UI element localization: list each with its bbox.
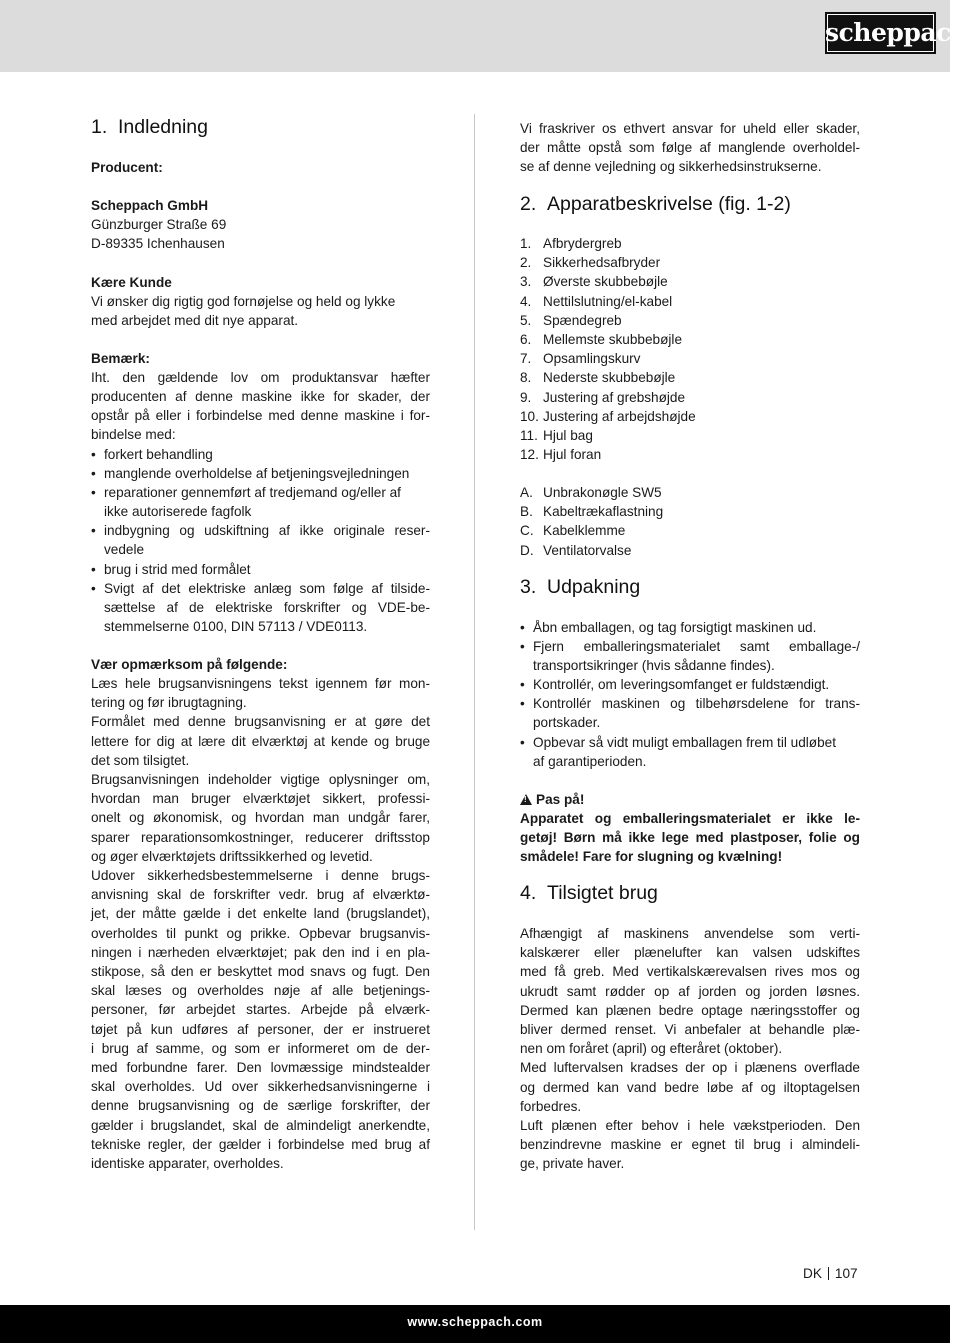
- list-item: af garantiperioden.: [533, 754, 647, 769]
- bullet-dot: •: [91, 581, 96, 596]
- attention-line: Brugsanvisningen indeholder vigtige oplysninger om,: [91, 772, 430, 787]
- list-item-number: C.: [520, 523, 534, 539]
- list-item: manglende overholdelse af betjeningsvejledningen: [104, 466, 410, 481]
- section-3-title: Udpakning: [547, 576, 641, 598]
- bullet-dot: •: [520, 696, 525, 711]
- list-item-number: 4.: [520, 293, 532, 309]
- list-item: stemmelserne 0100, DIN 57113 / VDE0113.: [104, 619, 368, 634]
- warning-line: getøj! Børn må ikke lege med plastposer, folie og: [520, 830, 860, 845]
- bullet-dot: •: [520, 639, 525, 654]
- bullet-dot: •: [91, 466, 96, 481]
- bullet-dot: •: [91, 562, 96, 577]
- disclaimer-line: der måtte opstå som følge af manglende overholdel-: [520, 140, 860, 155]
- list-item: Åbn emballagen, og tag forsigtigt maskinen ud.: [533, 620, 817, 635]
- list-item: portskader.: [533, 715, 601, 730]
- list-item-number: 9.: [520, 389, 532, 405]
- attention-line: jet, der måtte gælde i det enkelte land (brugslandet),: [91, 906, 430, 922]
- section-1-number: 1.: [91, 116, 108, 138]
- usage-line: nen om foråret (april) og efteråret (oktober).: [520, 1041, 783, 1057]
- section-1-title: Indledning: [118, 116, 208, 138]
- usage-line: Med luftervalsen kradses der op i plænens overflade: [520, 1060, 860, 1076]
- attention-line: Læs hele brugsanvisningens tekst igennem før mon-: [91, 676, 430, 691]
- list-item: Kontrollér, om leveringsomfanget er fuldstændigt.: [533, 677, 830, 692]
- list-item: transportsikringer (hvis sådanne findes).: [533, 658, 775, 673]
- list-item-number: 6.: [520, 332, 532, 347]
- bullet-dot: •: [520, 735, 525, 750]
- list-item: brug i strid med formålet: [104, 562, 251, 577]
- list-item-number: 1.: [520, 236, 532, 251]
- scheppach-logo: scheppach: [825, 12, 936, 54]
- attention-line: det som tilsigtet.: [91, 752, 190, 768]
- list-item: Justering af arbejdshøjde: [543, 408, 696, 424]
- attention-line: i brug af samme, og som er informeret om de der-: [91, 1040, 430, 1056]
- producer-label: Producent:: [91, 160, 163, 175]
- usage-line: benzindrevne maskine er egnet til brug i almindeli-: [520, 1137, 860, 1153]
- attention-line: denne brugsanvisning og de særlige forskrifter, der: [91, 1098, 430, 1114]
- list-item: Hjul foran: [543, 447, 602, 463]
- usage-line: og dermed kan vand bedre løbe af og iltoptagelsen: [520, 1079, 860, 1095]
- section-3-heading: [520, 575, 640, 599]
- list-item-number: 2.: [520, 255, 532, 271]
- bullet-dot: •: [520, 677, 525, 692]
- list-item: Sikkerhedsafbryder: [543, 255, 661, 271]
- list-item: Ventilatorvalse: [543, 542, 632, 558]
- list-item: Mellemste skubbebøjle: [543, 332, 683, 347]
- page-language: DK: [803, 1266, 822, 1281]
- dear-line: Vi ønsker dig rigtig god fornøjelse og held og lykke: [91, 294, 396, 309]
- bullet-dot: •: [91, 485, 96, 500]
- attention-line: hvordan man bruger elværktøjet sikkert, professi-: [91, 791, 430, 807]
- list-item-number: 8.: [520, 370, 532, 386]
- list-item-number: A.: [520, 485, 533, 500]
- bullet-dot: •: [91, 447, 96, 462]
- attention-line: ningen i nærheden elværktøjet; pak den ind i en pla-: [91, 944, 430, 960]
- attention-line: Formålet med denne brugsanvisning er at gøre det: [91, 714, 430, 730]
- section-1-heading: [91, 115, 208, 139]
- section-4-heading: [520, 881, 658, 905]
- list-item: Øverste skubbebøjle: [543, 274, 668, 290]
- page-number-value: 107: [834, 1266, 858, 1281]
- list-item-number: D.: [520, 542, 534, 558]
- list-item: Unbrakonøgle SW5: [543, 485, 662, 500]
- section-2-number: 2.: [520, 193, 537, 215]
- warning-heading: [520, 790, 584, 809]
- list-item: indbygning og udskiftning af ikke originale reser-: [104, 523, 430, 538]
- list-item: Opbevar så vidt muligt emballagen frem til udløbet: [533, 735, 836, 750]
- list-item: Afbrydergreb: [543, 236, 622, 251]
- note-line: producenten af denne maskine ikke for skader, der: [91, 389, 430, 404]
- attention-line: identiske apparater, overholdes.: [91, 1156, 284, 1171]
- list-item: Justering af grebshøjde: [543, 389, 686, 405]
- usage-line: Dermed kan plænen bedre optage næringsstoffer og: [520, 1002, 860, 1018]
- note-line: bindelse med:: [91, 427, 176, 442]
- list-item: Nederste skubbebøjle: [543, 370, 676, 386]
- attention-line: sparer reparationsomkostninger, reducerer driftsstop: [91, 829, 430, 845]
- note-line: opstår på eller i forbindelse med denne maskine i for-: [91, 408, 430, 423]
- list-item: reparationer gennemført af tredjemand og/eller af: [104, 485, 401, 500]
- section-2-heading: [520, 192, 791, 216]
- dear-customer-label: Kære Kunde: [91, 275, 172, 290]
- attention-line: tøjet på kun udføres af personer, der er instrueret: [91, 1021, 430, 1037]
- warning-triangle-icon: [520, 794, 532, 805]
- attention-line: overholdes til punkt og prikke. Opbevar brugsanvis-: [91, 925, 430, 941]
- list-item-number: 11.: [520, 428, 538, 443]
- bullet-dot: •: [520, 620, 525, 635]
- disclaimer-line: se af denne vejledning og sikkerhedsinstrukserne.: [520, 159, 822, 174]
- attention-line: og øger elværktøjets driftssikkerhed og levetid.: [91, 848, 373, 864]
- attention-line: med forbundne farer. Den lovmæssige mindstealder: [91, 1060, 430, 1075]
- list-item-number: 7.: [520, 351, 532, 367]
- attention-line: tering og før ibrugtagning.: [91, 695, 247, 711]
- list-item: forkert behandling: [104, 447, 213, 462]
- warning-line: Apparatet og emballeringsmaterialet er ikke le-: [520, 811, 860, 826]
- attention-line: stikpose, så den er beskyttet mod snavs og fugt. Den: [91, 964, 430, 979]
- attention-line: Udover sikkerhedsbestemmelserne i denne brugs-: [91, 868, 430, 883]
- attention-line: skal læses og overholdes nøje af alle betjenings-: [91, 983, 430, 999]
- attention-line: onelt og økonomisk, og hvordan man undgår farer,: [91, 810, 430, 826]
- bullet-dot: •: [91, 523, 96, 538]
- disclaimer-line: Vi fraskriver os ethvert ansvar for uheld eller skader,: [520, 121, 860, 136]
- attention-line: lettere for dig at lære dit elværktøj at kende og bruge: [91, 733, 430, 749]
- usage-line: bliver dermed renset. Vi anbefaler at behandle plæ-: [520, 1022, 860, 1037]
- list-item-number: 12.: [520, 447, 539, 463]
- list-item-number: 10.: [520, 408, 539, 424]
- company-street: Günzburger Straße 69: [91, 217, 227, 232]
- page-number: [803, 1264, 858, 1283]
- list-item: vedele: [104, 542, 145, 557]
- attention-label: Vær opmærksom på følgende:: [91, 657, 288, 672]
- list-item: Nettilslutning/el-kabel: [543, 293, 673, 309]
- list-item: ikke autoriserede fagfolk: [104, 504, 252, 519]
- list-item: Hjul bag: [543, 428, 593, 443]
- attention-line: tekniske regler, der gælder i forbindelse med brug af: [91, 1136, 430, 1152]
- company-city: D-89335 Ichenhausen: [91, 236, 225, 251]
- page-number-separator: [828, 1267, 829, 1280]
- list-item: Opsamlingskurv: [543, 351, 641, 367]
- section-3-number: 3.: [520, 576, 537, 598]
- list-item-number: 5.: [520, 312, 532, 328]
- attention-line: personer, før arbejdet startes. Arbejde på elværk-: [91, 1002, 430, 1018]
- company-name: Scheppach GmbH: [91, 198, 209, 213]
- section-4-title: Tilsigtet brug: [547, 882, 658, 904]
- column-divider: [474, 114, 475, 1230]
- warning-label: Pas på!: [536, 792, 585, 807]
- note-label: Bemærk:: [91, 351, 150, 366]
- header-band: [0, 0, 968, 72]
- usage-line: ukrudt samt rødder op af jorden og jorden løsnes.: [520, 983, 860, 999]
- list-item: Kabelklemme: [543, 523, 626, 539]
- usage-line: Afhængigt af maskinens anvendelse som verti-: [520, 926, 860, 941]
- list-item-number: B.: [520, 504, 533, 520]
- attention-line: anvisning skal de forskrifter vedr. brug af elværktø-: [91, 887, 430, 903]
- section-2-title: Apparatbeskrivelse (fig. 1-2): [547, 193, 791, 215]
- attention-line: skal overholdes. Ud over sikkerhedsanvisningerne i: [91, 1079, 430, 1095]
- usage-line: ge, private haver.: [520, 1156, 625, 1172]
- note-line: Iht. den gældende lov om produktansvar hæfter: [91, 370, 430, 385]
- list-item-number: 3.: [520, 274, 532, 290]
- usage-line: med få greb. Med vertikalskærevalsen rives mos og: [520, 964, 860, 980]
- warning-line: smådele! Fare for slugning og kvælning!: [520, 849, 783, 864]
- usage-line: Luft plænen efter behov i hele vækstperioden. Den: [520, 1118, 860, 1133]
- list-item: Kabeltrækaflastning: [543, 504, 664, 520]
- usage-line: kalskærer eller plænelufter kan valsen udskiftes: [520, 945, 860, 961]
- usage-line: forbedres.: [520, 1098, 582, 1114]
- list-item: Kontrollér maskinen og tilbehørsdelene for trans-: [533, 696, 860, 711]
- attention-line: gælder i brugslandet, skal de almindeligt anerkendte,: [91, 1117, 430, 1133]
- footer-url[interactable]: www.scheppach.com: [407, 1315, 543, 1329]
- footer-band: [0, 1305, 950, 1343]
- list-item: Fjern emballeringsmaterialet samt emballage-/: [533, 639, 860, 654]
- section-4-number: 4.: [520, 882, 537, 904]
- dear-line: med arbejdet med dit nye apparat.: [91, 313, 299, 328]
- list-item: Svigt af det elektriske anlæg som følge af tilside-: [104, 581, 430, 596]
- list-item: sættelse af de elektriske forskrifter og VDE-be-: [104, 600, 430, 615]
- list-item: Spændegreb: [543, 312, 622, 328]
